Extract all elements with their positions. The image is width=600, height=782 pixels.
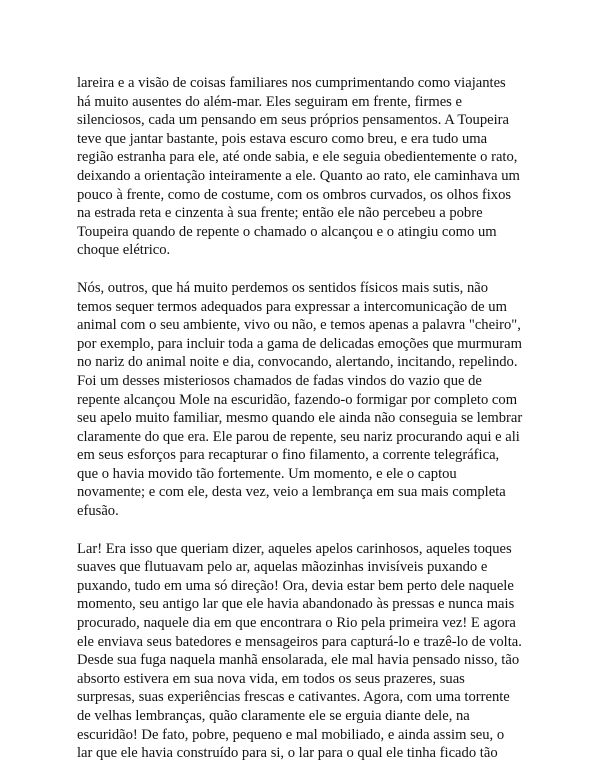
text-line: efusão. (77, 503, 119, 520)
paragraph-2 (77, 279, 537, 521)
text-line: no nariz do animal noite e dia, convocando, alertando, incitando, repelindo. (77, 354, 518, 371)
text-line: animal com o seu ambiente, vivo ou não, e temos apenas a palavra "cheiro", (77, 317, 521, 334)
text-line: deixando a orientação inteiramente a ele. Quanto ao rato, ele caminhava um (77, 167, 520, 184)
text-line: escuridão! De fato, pobre, pequeno e mal mobiliado, e ainda assim seu, o (77, 726, 505, 743)
text-line: lar que ele havia construído para si, o lar para o qual ele tinha ficado tão (77, 745, 498, 762)
text-line: Desde sua fuga naquela manhã ensolarada, ele mal havia pensado nisso, tão (77, 652, 520, 669)
text-line: em seus esforços para recapturar o fino filamento, a corrente telegráfica, (77, 447, 500, 464)
text-line: ele enviava seus batedores e mensageiros para capturá-lo e trazê-lo de volta. (77, 633, 522, 650)
text-line: pouco à frente, como de costume, com os ombros curvados, os olhos fixos (77, 186, 512, 203)
document-page (77, 74, 537, 782)
text-line: Foi um desses misteriosos chamados de fadas vindos do vazio que de (77, 372, 482, 389)
text-line: teve que jantar bastante, pois estava escuro como breu, e era tudo uma (77, 130, 488, 147)
text-line: novamente; e com ele, desta vez, veio a lembrança em sua mais completa (77, 484, 506, 501)
text-line: que o havia movido tão fortemente. Um momento, e ele o captou (77, 465, 457, 482)
paragraph-3 (77, 540, 537, 763)
text-line: de velhas lembranças, quão claramente ele se erguia diante dele, na (77, 708, 470, 724)
text-line: há muito ausentes do além-mar. Eles seguiram em frente, firmes e (77, 93, 462, 110)
text-line: região estranha para ele, até onde sabia, e ele seguia obedientemente o rato, (77, 149, 518, 166)
text-line: claramente do que era. Ele parou de repente, seu nariz procurando aqui e ali (77, 428, 520, 445)
text-line: suaves que flutuavam pelo ar, aquelas mãozinhas invisíveis puxando e (77, 559, 488, 576)
text-line: silenciosos, cada um pensando em seus próprios pensamentos. A Toupeira (77, 112, 509, 129)
text-line: absorto estivera em sua nova vida, em todos os seus prazeres, suas (77, 670, 465, 687)
text-line: Toupeira quando de repente o chamado o alcançou e o atingiu como um (77, 223, 497, 240)
text-line: momento, seu antigo lar que ele havia abandonado às pressas e nunca mais (77, 596, 515, 613)
text-line: Lar! Era isso que queriam dizer, aqueles apelos carinhosos, aqueles toques (77, 540, 512, 557)
text-line: Nós, outros, que há muito perdemos os sentidos físicos mais sutis, não (77, 279, 489, 296)
text-line: puxando, tudo em uma só direção! Ora, devia estar bem perto dele naquele (77, 577, 514, 594)
text-line: seu apelo muito familiar, mesmo quando ele ainda não conseguia se lembrar (77, 410, 523, 427)
text-line: choque elétrico. (77, 242, 171, 259)
text-line: surpresas, suas experiências frescas e cativantes. Agora, com uma torrente (77, 689, 510, 706)
text-line: repente alcançou Mole na escuridão, fazendo-o formigar por completo com (77, 391, 518, 408)
paragraph-1 (77, 74, 537, 260)
text-line: procurado, naquele dia em que encontrara o Rio pela primeira vez! E agora (77, 615, 516, 632)
text-line: na estrada reta e cinzenta à sua frente; então ele não percebeu a pobre (77, 205, 483, 222)
text-line: lareira e a visão de coisas familiares nos cumprimentando como viajantes (77, 75, 506, 91)
text-line: por exemplo, para incluir toda a gama de delicadas emoções que murmuram (77, 335, 522, 352)
text-line: temos sequer termos adequados para expressar a intercomunicação de um (77, 298, 507, 315)
